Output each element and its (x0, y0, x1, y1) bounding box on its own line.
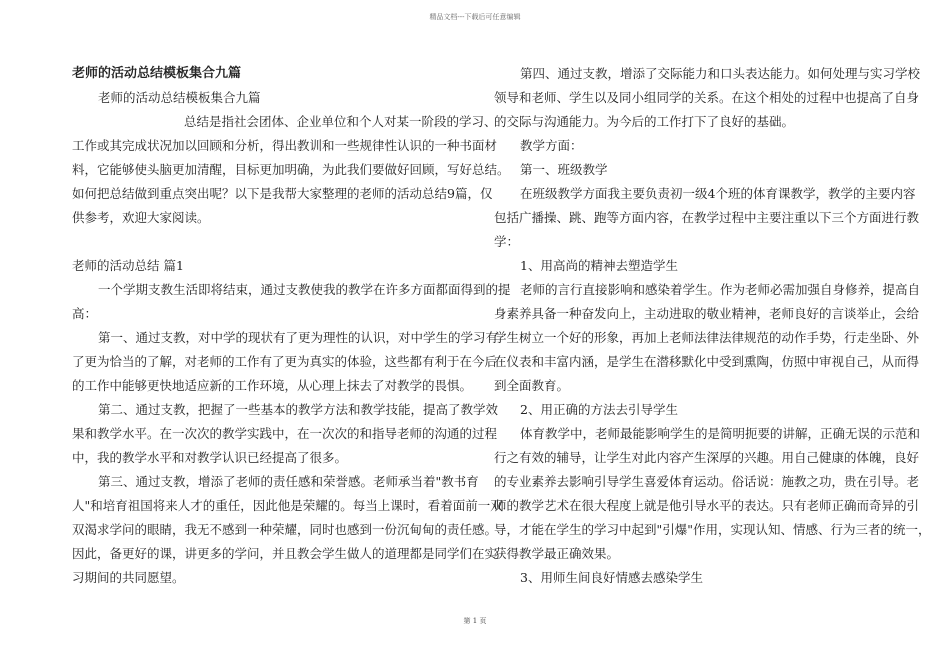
left-column-text-line: 总结是指社会团体、企业单位和个人对某一阶段的学习、 (184, 114, 497, 129)
right-column-text-line: 教学方面： (520, 138, 583, 153)
left-column (72, 62, 511, 590)
right-column-text-line: 2、用正确的方法去引导学生 (520, 402, 678, 417)
right-column-text-line: 获得教学最正确效果。 (494, 546, 620, 561)
right-column-text-line: 的交际与沟通能力。为今后的工作打下了良好的基础。 (494, 114, 795, 129)
right-column-text-line: 导，才能在学生的学习中起到"引爆"作用，实现认知、情感、行为三者的统一， (494, 522, 931, 537)
left-column-text-line: 习期间的共同愿望。 (72, 570, 185, 585)
left-column-text-line: 双渴求学问的眼睛，我无不感到一种荣耀，同时也感到一份沉甸甸的责任感。 (72, 522, 498, 537)
right-column-text-line: 第一、班级教学 (520, 162, 608, 177)
page-header: 精品文档---下载后可任意编辑 (429, 13, 521, 21)
right-column-text-line: 3、用师生间良好情感去感染学生 (520, 570, 703, 585)
left-column-text-line: 料，它能够使头脑更加清醒，目标更加明确，为此我们要做好回顾，写好总结。 (72, 162, 510, 177)
left-column-text-line: 第三、通过支教，增添了老师的责任感和荣誉感。老师承当着"教书育 (98, 474, 479, 489)
right-column-text-line: 领导和老师、学生以及同小组同学的关系。在这个相处的过程中也提高了自身 (494, 90, 920, 105)
right-column-text-line: 老师的言行直接影响和感染着学生。作为老师必需加强自身修养，提高自 (520, 282, 921, 297)
right-column-text-line: 学生树立一个好的形象，再加上老师法律法律规范的动作手势，行走坐卧、外 (494, 330, 920, 345)
left-column-text-line: 第二、通过支教，把握了一些基本的教学方法和教学技能，提高了教学效 (98, 402, 499, 417)
right-column-text-line: 师的教学艺术在很大程度上就是他引导水平的表达。只有老师正确而奇异的引 (494, 498, 920, 513)
right-column-text-line: 在仪表和丰富内涵，是学生在潜移默化中受到熏陶，仿照中审视自己，从而得 (494, 354, 920, 369)
left-column-text-line: 的工作中能够更快地适应新的工作环境，从心理上抹去了对教学的畏惧。 (72, 378, 473, 393)
left-column-text-line: 高： (72, 306, 98, 321)
left-column-text-line: 老师的活动总结 篇1 (72, 258, 184, 273)
left-column-text-line: 果和教学水平。在一次次的教学实践中，在一次次的和指导老师的沟通的过程 (72, 426, 498, 441)
left-column-text-line: 供参考，欢迎大家阅读。 (72, 210, 210, 225)
left-column-text-line: 中，我的教学水平和对教学认识已经提高了很多。 (72, 450, 348, 465)
left-column-text-line: 人"和培育祖国将来人才的重任，因此他是荣耀的。每当上课时，看着面前一双 (72, 498, 503, 513)
right-column-text-line: 行之有效的辅导，让学生对此内容产生深厚的兴趣。用自己健康的体魄，良好 (494, 450, 920, 465)
left-column-text-line (72, 230, 454, 254)
page-footer: 第 1 页 (463, 617, 487, 625)
right-column-text-line: 1、用高尚的精神去塑造学生 (520, 258, 678, 273)
left-column-text-line: 第一、通过支教，对中学的现状有了更为理性的认识，对中学生的学习有 (98, 330, 499, 345)
right-column (494, 62, 931, 590)
right-column-text-line: 在班级教学方面我主要负责初一级4个班的体育课教学，教学的主要内容 (520, 186, 916, 201)
left-column-text-line: 工作或其完成状况加以回顾和分析，得出教训和一些规律性认识的一种书面材 (72, 138, 498, 153)
right-column-text-line: 的专业素养去影响引导学生喜爱体育运动。俗话说：施教之功，贵在引导。老 (494, 474, 920, 489)
left-column-text-line: 老师的活动总结模板集合九篇 (98, 90, 261, 105)
right-column-text-line: 到全面教育。 (494, 378, 570, 393)
left-column-text-line: 一个学期支教生活即将结束，通过支教使我的教学在许多方面都面得到的提 (98, 282, 511, 297)
right-column-text-line: 第四、通过支教，增添了交际能力和口头表达能力。如何处理与实习学校 (520, 66, 921, 81)
left-column-text-line: 了更为恰当的了解，对老师的工作有了更为真实的体验，这些都有利于在今后 (72, 354, 498, 369)
right-column-text-line: 包括广播操、跳、跑等方面内容，在教学过程中主要注重以下三个方面进行教 (494, 210, 920, 225)
document-title: 老师的活动总结模板集合九篇 (72, 66, 242, 81)
left-column-text-line: 如何把总结做到重点突出呢？以下是我帮大家整理的老师的活动总结9篇，仅 (72, 186, 493, 201)
right-column-text-line: 身素养具备一种奋发向上，主动进取的敬业精神，老师良好的言谈举止，会给 (494, 306, 920, 321)
right-column-text-line: 学： (494, 234, 520, 249)
right-column-text-line: 体育教学中，老师最能影响学生的是简明扼要的讲解，正确无误的示范和 (520, 426, 921, 441)
left-column-text-line: 因此，备更好的课，讲更多的学问，并且教会学生做人的道理都是同学们在实 (72, 546, 498, 561)
